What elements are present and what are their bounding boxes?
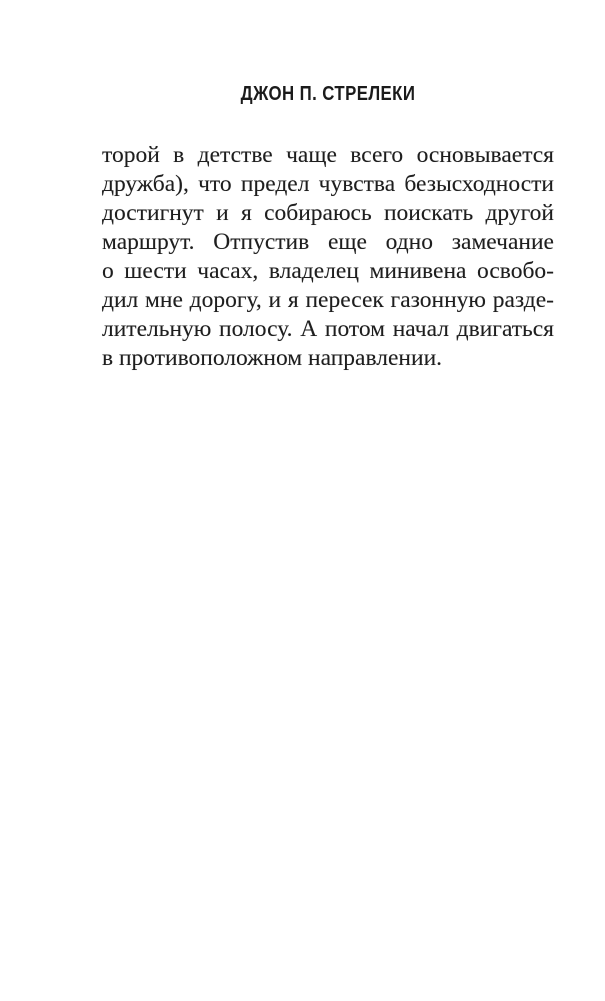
text-line: о шести часах, владелец минивена освобо- xyxy=(102,258,554,284)
text-line: лительную полосу. А потом начал двигаться xyxy=(102,316,554,342)
text-line: дил мне дорогу, и я пересек газонную разде- xyxy=(102,287,554,313)
text-line: дружба), что предел чувства безысходности xyxy=(102,171,554,197)
text-line: достигнут и я собираюсь поискать другой xyxy=(102,200,554,226)
author-running-header: ДЖОН П. СТРЕЛЕКИ xyxy=(240,83,416,105)
text-line: маршрут. Отпустив еще одно замечание xyxy=(102,229,554,255)
text-line: в противоположном направлении. xyxy=(102,345,443,371)
body-paragraph xyxy=(102,141,554,373)
text-line: торой в детстве чаще всего основывается xyxy=(102,142,554,168)
